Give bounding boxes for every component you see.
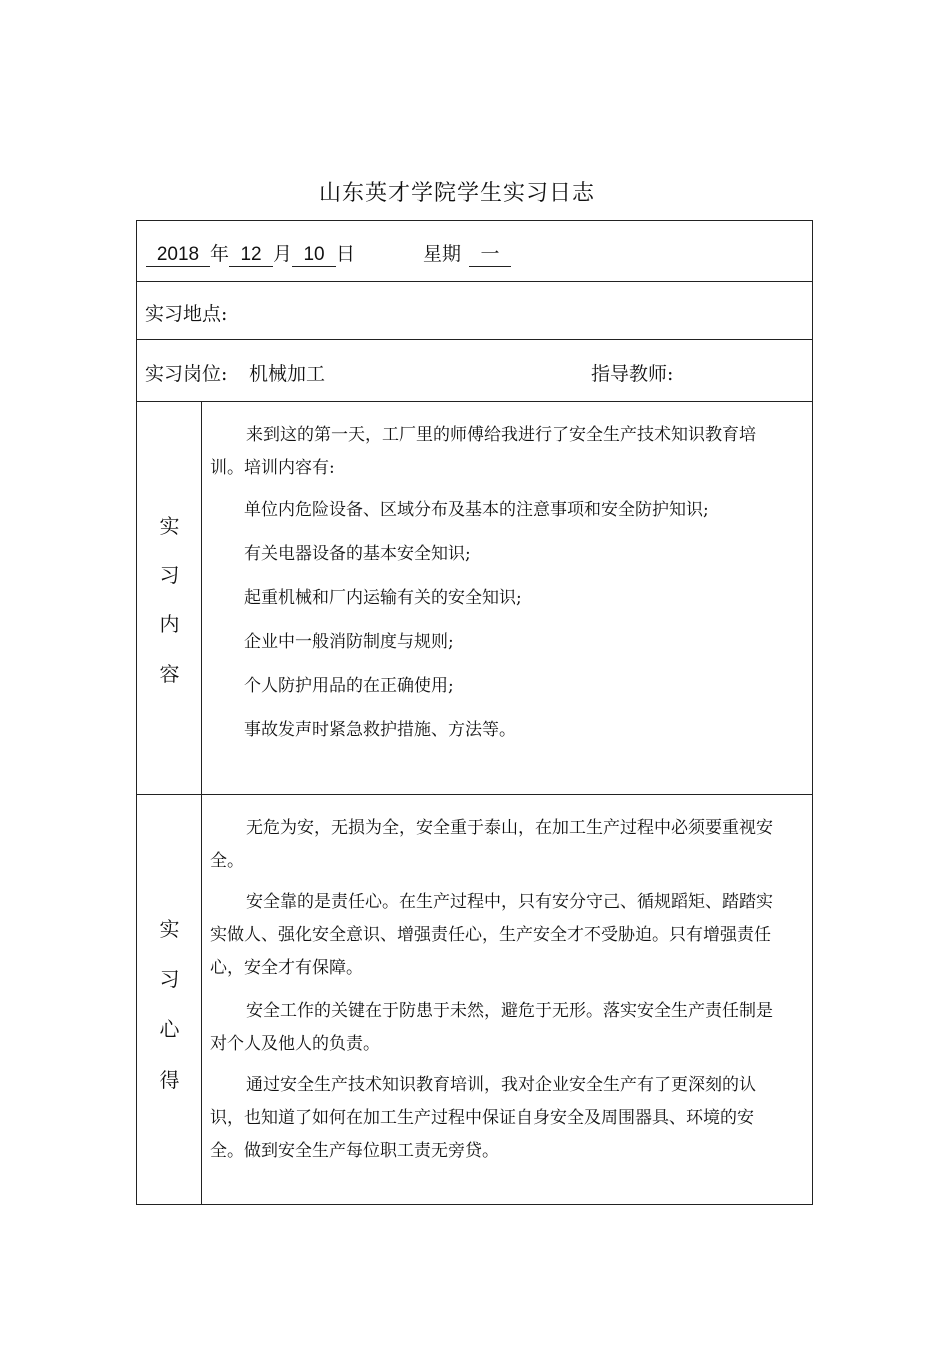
experience-side-label (137, 795, 202, 1204)
side-char: 心 (159, 1017, 180, 1041)
page-title: 山东英才学院学生实习日志 (318, 181, 595, 206)
experience-paragraph: 通过安全生产技术知识教育培训，我对企业安全生产有了更深刻的认识，也知道了如何在加工生产过程中保证自身安全及周围器具、环境的安全。做到安全生产每位职工责无旁贷。 (210, 1075, 756, 1161)
post-label: 实习岗位: (145, 363, 228, 385)
day-unit: 日 (336, 243, 356, 265)
content-item: 有关电器设备的基本安全知识; (244, 544, 471, 564)
content-item: 单位内危险设备、区域分布及基本的注意事项和安全防护知识; (244, 500, 709, 520)
content-item: 起重机械和厂内运输有关的安全知识; (244, 588, 522, 608)
teacher-label: 指导教师: (591, 363, 674, 385)
side-char: 得 (159, 1068, 180, 1092)
place-row (137, 282, 812, 340)
day-value[interactable]: 10 (292, 244, 336, 267)
side-char: 容 (159, 662, 180, 686)
post-row (137, 340, 812, 402)
experience-paragraph: 安全工作的关键在于防患于未然，避危于无形。落实安全生产责任制是对个人及他人的负责。 (210, 1001, 773, 1054)
side-char: 实 (159, 514, 180, 538)
content-intro: 来到这的第一天，工厂里的师傅给我进行了安全生产技术知识教育培训。培训内容有: (210, 425, 756, 478)
experience-paragraph: 无危为安，无损为全，安全重于泰山，在加工生产过程中必须要重视安全。 (210, 818, 773, 871)
content-item: 个人防护用品的在正确使用; (244, 676, 454, 696)
content-section (137, 402, 812, 795)
side-char: 习 (159, 563, 180, 587)
year-value[interactable]: 2018 (146, 244, 210, 267)
side-char: 内 (159, 612, 180, 636)
weekday-field (423, 239, 511, 267)
internship-log-table (136, 220, 813, 1205)
side-char: 习 (159, 967, 180, 991)
content-item: 事故发声时紧急救护措施、方法等。 (244, 720, 516, 740)
month-unit: 月 (273, 243, 293, 265)
date-field (146, 239, 355, 267)
content-side-label (137, 402, 202, 794)
post-value[interactable]: 机械加工 (249, 363, 326, 385)
month-value[interactable]: 12 (229, 244, 273, 267)
date-row (137, 221, 812, 282)
experience-section (137, 795, 812, 1204)
place-label: 实习地点: (145, 303, 228, 325)
content-item: 企业中一般消防制度与规则; (244, 632, 454, 652)
weekday-value[interactable]: 一 (469, 244, 511, 267)
experience-paragraph: 安全靠的是责任心。在生产过程中，只有安分守己、循规蹈矩、踏踏实实做人、强化安全意识、增强责任心，生产安全才不受胁迫。只有增强责任心，安全才有保障。 (210, 892, 773, 978)
year-unit: 年 (210, 243, 230, 265)
weekday-label: 星期 (423, 243, 462, 265)
side-char: 实 (159, 917, 180, 941)
